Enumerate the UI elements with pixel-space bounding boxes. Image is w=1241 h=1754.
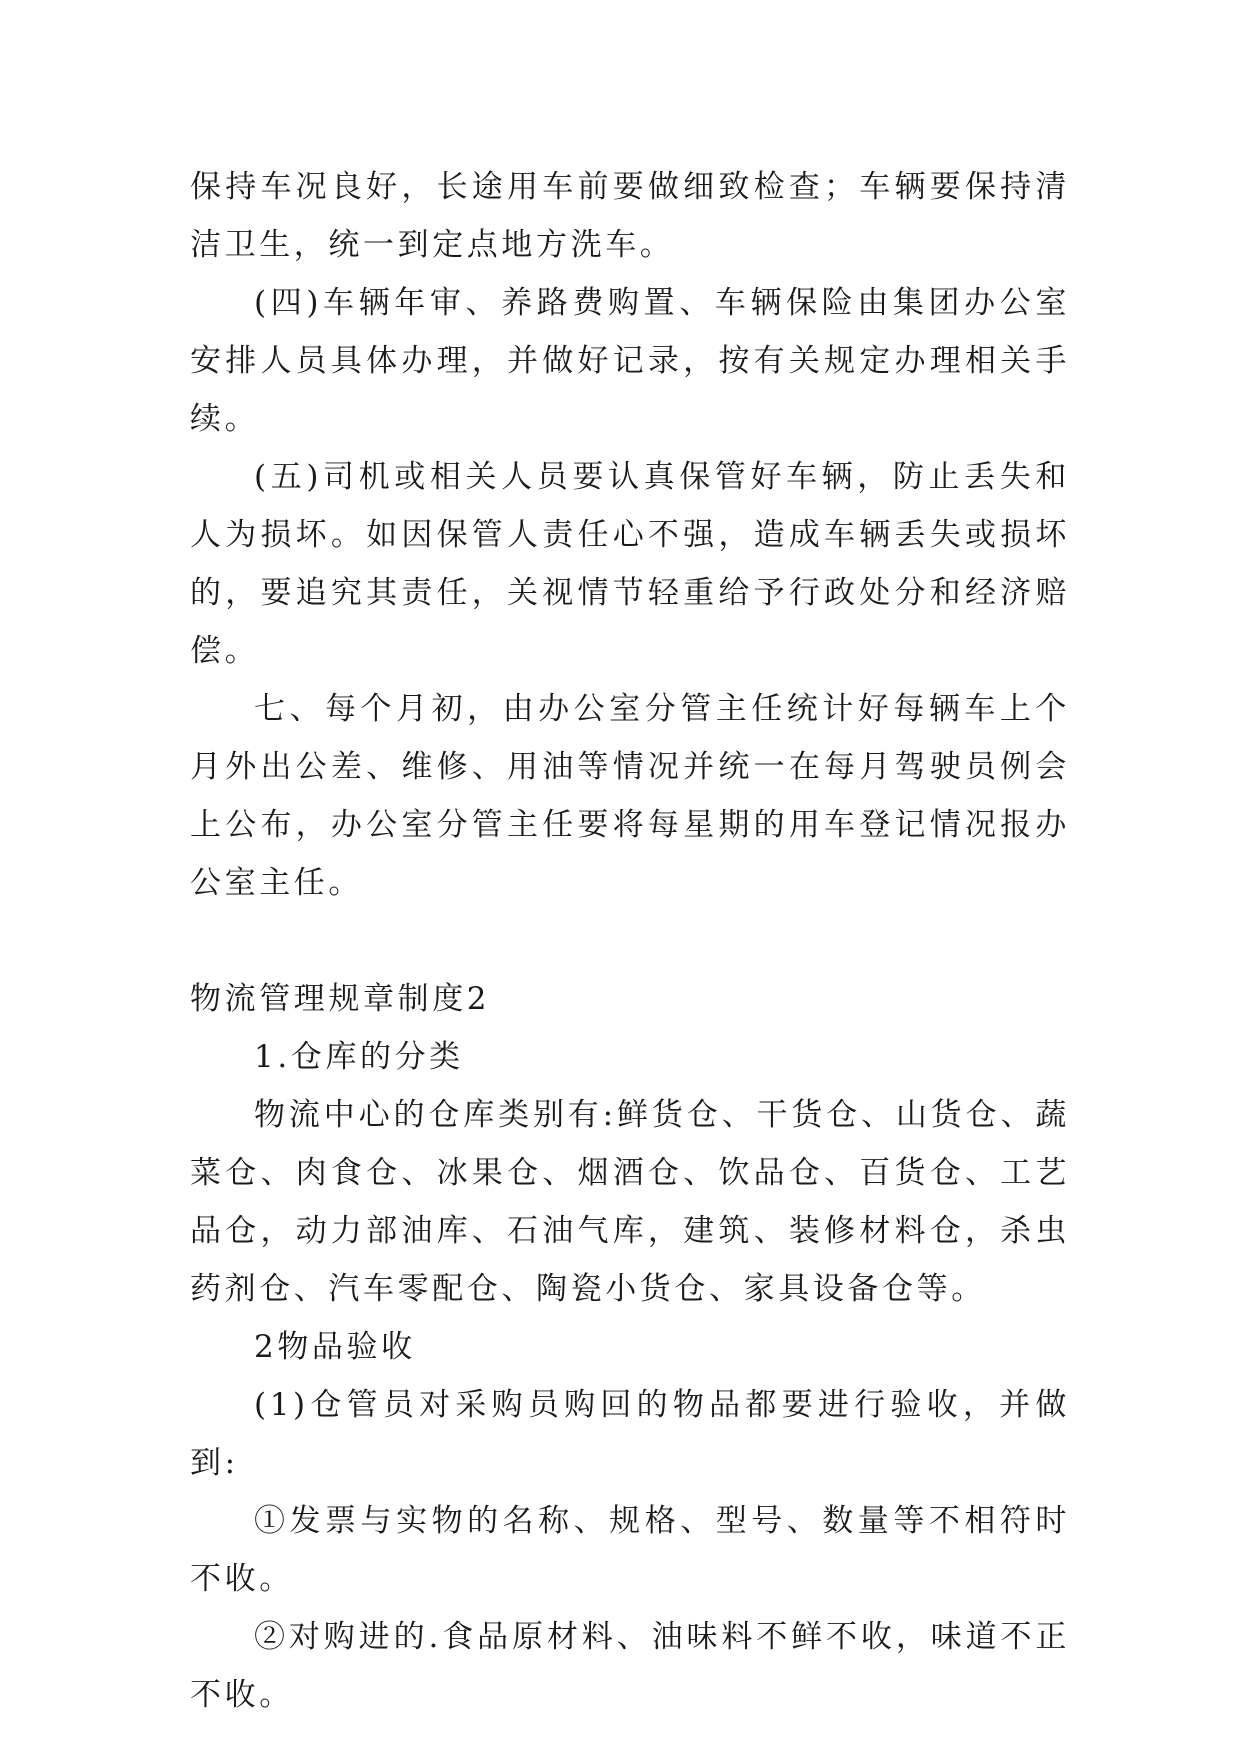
paragraph-acceptance-item-1: ①发票与实物的名称、规格、型号、数量等不相符时不收。 <box>190 1503 1070 1597</box>
paragraph-acceptance-rule-1: (1)仓管员对采购员购回的物品都要进行验收，并做到: <box>190 1387 1070 1481</box>
paragraph-monthly-report: 七、每个月初，由办公室分管主任统计好每辆车上个月外出公差、维修、用油等情况并统一在每月驾驶员例会上公布，办公室分管主任要将每星期的用车登记情况报办公室主任。 <box>190 691 1070 901</box>
paragraph-warehouse-types: 物流中心的仓库类别有:鲜货仓、干货仓、山货仓、蔬菜仓、肉食仓、冰果仓、烟酒仓、饮品仓、百货仓、工艺品仓，动力部油库、石油气库，建筑、装修材料仓，杀虫药剂仓、汽车零配仓、陶瓷小货仓、家具设备仓等。 <box>190 1097 1070 1307</box>
document-body <box>190 158 1070 1724</box>
paragraph-warehouse-classification-heading: 1.仓库的分类 <box>254 1039 464 1075</box>
paragraph-annual-inspection: (四)车辆年审、养路费购置、车辆保险由集团办公室安排人员具体办理，并做好记录，按有关规定办理相关手续。 <box>190 285 1070 437</box>
section-title: 物流管理规章制度2 <box>190 981 491 1017</box>
paragraph-goods-acceptance-heading: 2物品验收 <box>254 1329 416 1365</box>
paragraph-acceptance-item-2: ②对购进的.食品原材料、油味料不鲜不收，味道不正不收。 <box>190 1619 1070 1713</box>
paragraph-vehicle-custody: (五)司机或相关人员要认真保管好车辆，防止丢失和人为损坏。如因保管人责任心不强，造成车辆丢失或损坏的，要追究其责任，关视情节轻重给予行政处分和经济赔偿。 <box>190 459 1070 669</box>
paragraph-vehicle-condition: 保持车况良好，长途用车前要做细致检查；车辆要保持清洁卫生，统一到定点地方洗车。 <box>190 169 1070 263</box>
